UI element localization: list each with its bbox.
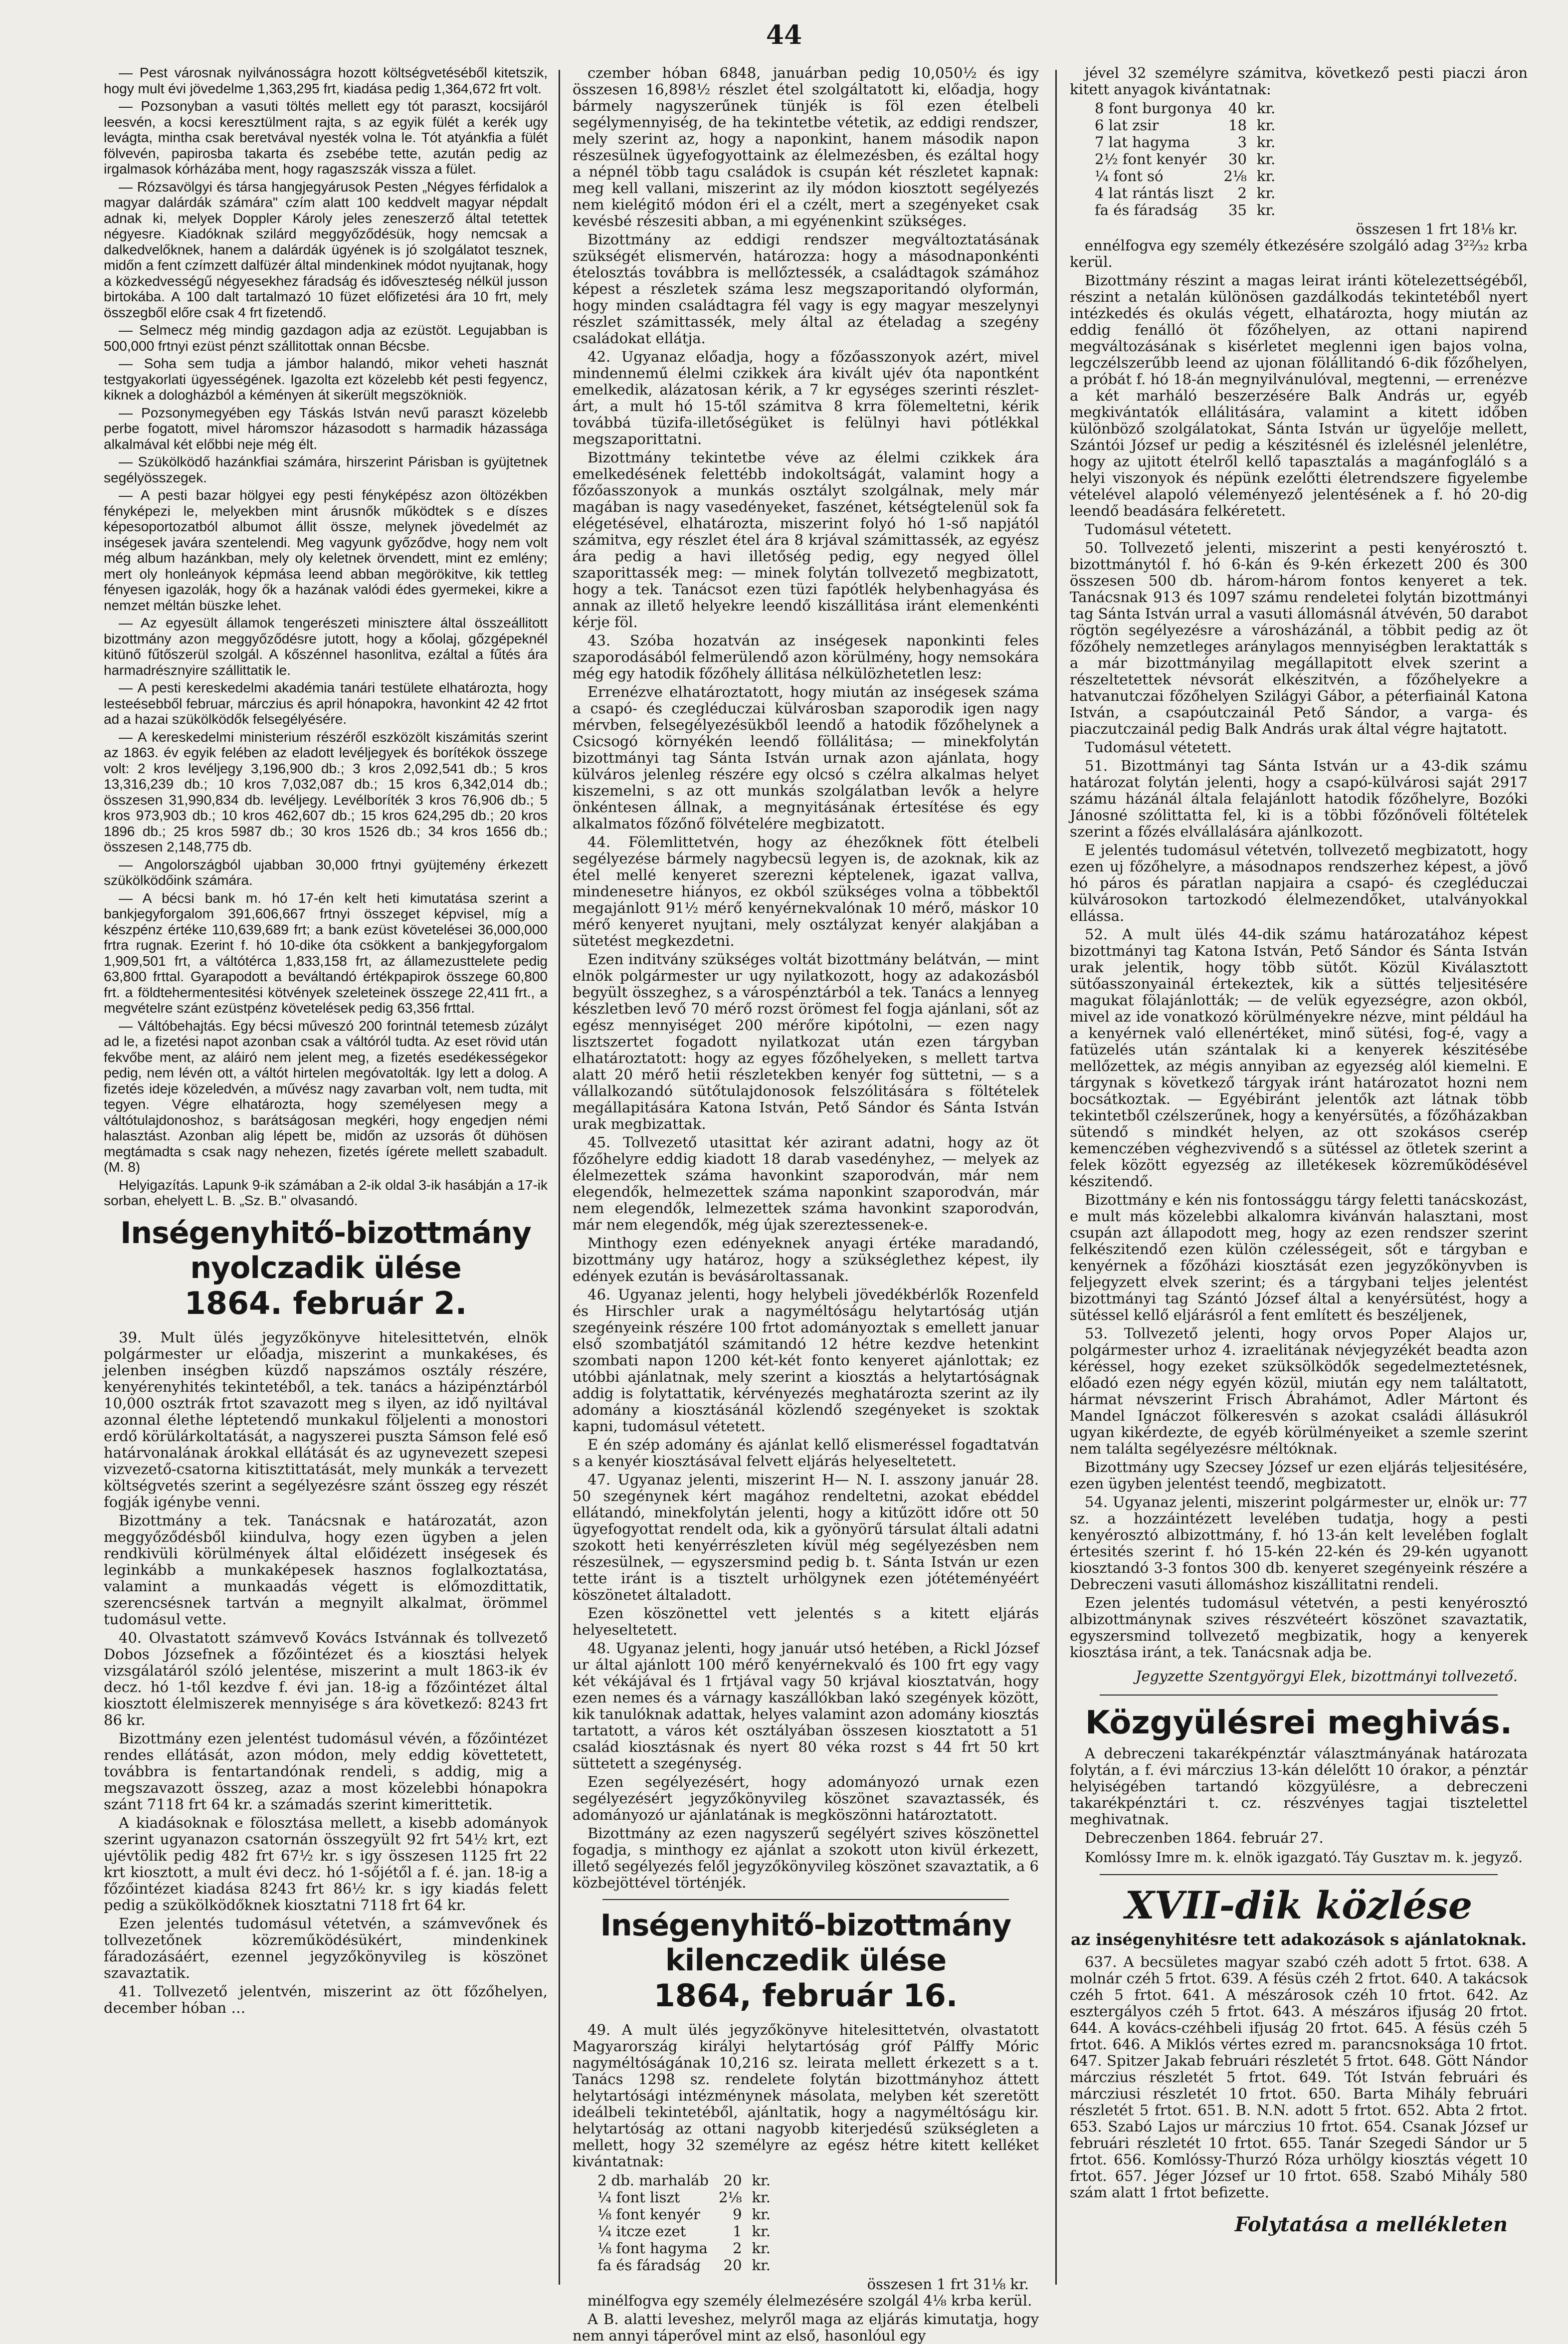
cost-item: 2 db. marhaláb (597, 2172, 709, 2189)
notice-text (1070, 1745, 1528, 1846)
cost-item: ⅛ font kenyér (597, 2206, 700, 2223)
minutes-paragraph: Errenézve elhatároztatott, hogy miután az inségesek száma a csapó- és czegléduczai külvárosban szaporodik igen nagy mérvben, felsegélyezésükből leendő a hatodik főzőhelynek a Csicsogó környékén leendő föllálitása; — minekfolytán bizottmányi tag Sánta István urnak azon ajánlata, hogy külváros jelenleg részére egy olcsó s czélra alkalmas helyet kiszemelni, s az ott munkás szolgálatban levők a helyre önkéntesen állnak, a megnyitásának értesítése és egy alkalmatos főzőnő fölvételére megbizatott. (573, 683, 1039, 832)
minutes-paragraph: 50. Tollvezető jelenti, miszerint a pesti kenyérosztó t. bizottmánytól f. hó 6-kán és 9-kén érkezett 200 és 300 összesen 500 db. három-három fontos kenyeret a tek. Tanácsnak 913 és 1097 számu rendeletei folytán bizottmányi tag Sánta István urral a vasuti állomásnál átvévén, 50 darabot rögtön segélyezésre a városházánál, a többit pedig az öt főzőhely nemzetleges aránylagos mennyiségben leraktatták s a már bizottmányilag megállapitott elvek szerint a részeltetettek névsorát elkészitvén, a főzőhelyekre a hatvanutczai főzőhelyen Szilágyi Gábor, a péterfiainál Katona István, a csapóutczainál Pető Sándor, a varga- és piaczutczainál pedig Balk András urak által végre hajtatott. (1070, 539, 1528, 737)
minutes-paragraph: 43. Szóba hozatván az inségesek naponkinti feles szaporodásából felmerülendő azon körülmény, hogy nemsokára még egy hatodik főzőhely állitása nélkülözhetetlen lesz: (573, 632, 1039, 682)
news-item: — Pest városnak nyilvánosságra hozott költségvetéséből kitetszik, hogy mult évi jövedelme 1,363,295 frt, kiadása pedig 1,364,672 frt volt. (104, 65, 548, 96)
minutes-paragraph: 51. Bizottmányi tag Sánta István ur a 43-dik számu határozat folytán jelenti, hogy a csapó-külvárosi saját 2917 számu házánál általa felajánlott hatodik főzőhelyre, Bozóki Jánosné szólittatta fel, ki is a többi főzőnőveli föltételek szerint a főzés elvállalására ajánlkozott. (1070, 757, 1528, 840)
cost-row (1090, 134, 1280, 151)
news-item: — Pozsonymegyében egy Táskás István nevű paraszt közelebb perbe fogatott, mivel háromszor házasodott s harmadik házassága alkalmával két előbbi neje még élt. (104, 405, 548, 452)
meeting-8-minutes-cont (573, 65, 1039, 1891)
news-item: — Selmecz még mindig gazdagon adja az ezüstöt. Legujabban is 500,000 frtnyi ezüst pénzt szállitottak onnan Bécsbe. (104, 322, 548, 354)
section-divider (1100, 1874, 1498, 1875)
meeting-9-minutes (1070, 237, 1528, 1661)
cost-amount: 2 (1237, 185, 1247, 202)
cost-unit: kr. (1256, 185, 1276, 202)
meeting-8-minutes (104, 1329, 548, 2016)
news-item: — Váltóbehajtás. Egy bécsi műveszó 200 forintnál tetemesb zúzályt ad le, a fizetési napot azonban csak a váltóról tudta. Az eset rövid után fekvőbe ment, az aláiró nem jelent meg, a fizetés esedékességekor pedig, nem lévén ott, a váltót hirtelen megóvatolták. Igy lett a dolog. A fizetés ideje közeledvén, a művész nagy zavarban volt, nem tudta, mit tegyen. Végre elhatározta, hogy személyesen megy a váltótulajdonoshoz, s barátságosan megkéri, hogy engedjen némi halasztást. Azonban alig lépett be, midőn az uzsorás őt dühösen megtámadta s csak nagy nehezen, fizetés ígérete mellett szabadult. (M. 8) (104, 1018, 548, 1175)
minutes-paragraph: Ezen segélyezésért, hogy adományozó urnak ezen segélyezésért jegyzőkönyvileg köszönet szavaztassék, és adományozó ur ajánlatának is megköszönni határoztatott. (573, 1773, 1039, 1823)
minutes-paragraph: Ezen köszönettel vett jelentés s a kitett eljárás helyeseltetett. (573, 1605, 1039, 1638)
cost-item: 4 lat rántás liszt (1095, 185, 1214, 202)
cost-item: 8 font burgonya (1095, 100, 1212, 117)
minutes-paragraph: Bizottmány részint a magas leirat iránti kötelezettségéből, részint a netalán különösen gazdálkodás tekintetéből nyert intézkedés és okulás végett, elhatározta, hogy miután az eddig fenálló öt főzőhelyen, az ottani napirend megváltozásának s kisérletet meglenni igen bajos volna, legczélszerűbb leend az ujonan fölállitandó 6-dik főzőhelyen, a próbát f. hó 18-án megnyilvánulóval, megtenni, — errenézve a két marháló beszerzésére Balk András ur, egyéb megkivántatók ellálitására, valamint a kitett időben különböző szolgálatokat, Sánta István ur ügyelője mellett, Szántói József ur pedig a készitésnél és izlelésnél jelenlétre, hogy az ujitott ételről kellő tapasztalás a magánfogláló s a helyi viszonyok és népünk ezelőtti életrendszere figyelembe vételével alapoló véleményező jelentésének a f. hó 20-dig leendő beadására felkéretett. (1070, 272, 1528, 519)
news-item: — Angolországból ujabban 30,000 frtnyi gyüjtemény érkezett szükölködőink számára. (104, 856, 548, 888)
cost-unit: kr. (1256, 134, 1276, 151)
cost-amount: 3 (1237, 134, 1247, 151)
cost-table-b-intro: jével 32 személyre számitva, következő pesti piaczi áron kitett anyagok kivántatnak: (1070, 64, 1528, 98)
cost-amount: 35 (1228, 202, 1247, 218)
minutes-paragraph: 47. Ugyanaz jelenti, miszerint H— N. I. asszony január 28. 50 szegénynek kért magához rendeltetni, azokat ebéddel ellátandó, minekfolytán jelenti, hogy a kitűzött időre ott 50 ügyefogyottat rendelt oda, kik a gyönyörű társulat általi adatni szokott heti kenyérrészleten kívül még segélyezésben nem részesülnek, — egyszersmind pedig b. t. Sánta István ur ezen tette iránt is a tisztelt urhölgynek ezen jótéteményéért köszönetet általadott. (573, 1471, 1039, 1603)
cost-item: ¼ font só (1095, 168, 1164, 185)
minutes-paragraph: 48. Ugyanaz jelenti, hogy január utsó hetében, a Rickl József ur által ajánlott 100 mérő kenyérnekvaló és 100 frt egy vagy két vékájával és 1 frtjával vagy 50 krjával kiosztatván, hogy ezen nemes és a várnagy kaszállókban lakó szegények között, kik tanulóknak adattak, helyes valamint azon adomány kiosztás tartatott, a város két osztályában összesen kiosztatott a 51 család kiosztásnak és nyert 80 véka rozst s 44 frt 50 krt süttetett a szegénység. (573, 1640, 1039, 1772)
news-item: — A kereskedelmi ministerium részéről eszközölt kiszámitás szerint az 1863. év egyik felében az eladott levéljegyek és borítékok összege volt: 2 kros levéljegy 3,196,900 db.; 3 kros 2,092,541 db.; 5 kros 13,316,239 db.; 10 kros 7,032,087 db.; 15 kros 6,342,014 db.; összesen 31,990,834 db. levéljegy. Levélboríték 3 kros 76,906 db.; 5 kros 973,903 db.; 10 kros 462,607 db.; 15 kros 624,295 db.; 20 kros 1896 db.; 25 kros 5987 db.; 30 kros 1526 db.; 34 kros 1656 db.; összesen 2,148,775 db. (104, 729, 548, 854)
cost-item: fa és fáradság (1095, 202, 1198, 218)
cost-row (592, 2240, 776, 2257)
cost-table-b-sum: összesen 1 frt 18⅛ kr. (1356, 220, 1518, 237)
meeting-9-text (573, 2293, 1039, 2344)
notice-sign-right: Táy Gusztav m. k. jegyző. (1344, 1849, 1523, 1866)
column-rule (1055, 70, 1057, 2285)
minutes-paragraph: 40. Olvastatott számvevő Kovács Istvánnak és tollvezető Dobos Józsefnek a főzőintézet és a kiosztási helyek vizsgálatáról szóló jelentése, miszerint a mult 1863-ik év decz. hó 1-től kezdve f. évi jan. 18-ig a főzőintézet által kiosztott élelmiszerek mennyisége s ára következő: 8243 frt 86 kr. (104, 1629, 548, 1728)
cost-amount: 20 (723, 2257, 742, 2274)
minutes-paragraph: 41. Tollvezető jelentvén, miszerint az ött főzőhelyen, december hóban … (104, 1982, 548, 2016)
minutes-paragraph: A kiadásoknak e fölosztása mellett, a kisebb adományok szerint ugyanazon csatornán összegyült 92 frt 54½ krt, ezt ujévtölik pedig 482 frt 67½ kr. s igy összesen 1125 frt 22 krt kiosztott, a mult évi decz. hó 1-sőjétől a f. é. jan. 18-ig a főzőintézet kiadása 8243 frt 86½ kr. s igy kiadás felett pedig a szükölködőknek kiosztatni 7118 frt 64 kr. (104, 1814, 548, 1914)
minutes-paragraph: 53. Tollvezető jelenti, hogy orvos Poper Alajos ur, polgármester urhoz 4. izraelitának névjegyzékét beadta azon kéréssel, hogy ezeket szüksölködők segedelmeztetésnek, előadó ezen négy egyén közül, miután egy nem találtatott, hármat névszerint Frisch Ábrahámot, Adler Mártont és Mandel Ignáczot fölkeresvén s azokat családi állásukról ugyan kikérdezte, de egyéb körülményeiket a szemle szerint nem találta segélyezésre méltóknak. (1070, 1325, 1528, 1457)
cost-amount: 30 (1228, 151, 1247, 168)
minutes-paragraph: A B. alatti leveshez, melyről maga az eljárás kimutatja, hogy nem annyi táperővel mint az első, hasonlóul egy (573, 2311, 1039, 2344)
headline-date: 1864, február 16. (653, 1977, 958, 2014)
cost-unit: kr. (1256, 168, 1276, 185)
cost-row (592, 2189, 776, 2206)
cost-amount: 18 (1228, 117, 1247, 134)
minutes-paragraph: Ezen inditvány szükséges voltát bizottmány belátván, — mint elnök polgármester ur ugy nyilatkozott, hogy az adakozásból begyült összeghez, s a várospénztárból a tek. Tanács a lennyeg készletben levő 70 mérő rozst örömest fel fogja ajánlani, sőt az egész mennyiséget 200 mérőre kipótolni, — ezen nagy lisztszertet fogadott nyilatkozat után ezen tárgyban elhatároztatott: hogy az egyes főzőhelyeken, s mellett tartva alatt 20 mérő hetii részletekben kenyér fog süttetni, — s a vállalkozandó sütőtulajdonosok felszólitására s föltételek megállapitására Katona István, Pető Sándor és Sánta István urak megbizattak. (573, 951, 1039, 1132)
cost-unit: kr. (752, 2240, 771, 2257)
headline-date: 1864. február 2. (184, 1284, 467, 1321)
cost-table-a (592, 2172, 776, 2274)
section-divider (602, 1899, 1009, 1900)
minutes-paragraph: E én szép adomány és ajánlat kellő elismeréssel fogadtatván s a kenyér kiosztásával felvett eljárás helyeseltetett. (573, 1436, 1039, 1470)
minutes-paragraph: Tudomásul vétetett. (1085, 521, 1232, 538)
minutes-paragraph: Bizottmány ezen jelentést tudomásul vévén, a főzőintézet rendes ellátását, azon módon, mely eddig követtetett, továbbra is fentartandónak rendeli, s addig, mig a megszavazott összeg, azaz a most közelebbi hónapokra szánt 7118 frt 64 kr. a számadás szerint kimerittetik. (104, 1729, 548, 1813)
donations-list: 637. A becsületes magyar szabó czéh adott 5 frtot. 638. A molnár czéh 5 frtot. 639. A fésüs czéh 2 frtot. 640. A takácsok czéh 5 frtot. 641. A mészárosok czéh 10 frtot. 642. Az esztergályos czéh 5 frtot. 643. A mészáros ifjuság 20 frtot. 644. A kovács-czéhbeli ifjuság 20 frtot. 645. A fésüs czéh 5 frtot. 646. A Miklós vértes ezred m. parancsnoksága 10 frtot. 647. Spitzer Jakab februári részletét 5 frtot. 648. Gött Nándor márczius részletét 5 frtot. 649. Tót István februári és márcziusi részletét 10 frtot. 650. Barta Mihály februári részletét 5 frtot. 651. B. N.N. adott 5 frtot. 652. Abta 2 frtot. 653. Szabó Lajos ur márczius 10 frtot. 654. Csanak József ur februári részletét 10 frtot. 655. Tanár Szegedi Sándor ur 5 frtot. 656. Komlóssy-Thurzó Róza urhölgy kiosztás végett 10 frtot. 657. Jéger József ur 10 frtot. 658. Szabó Mihály 580 szám alatt 1 frtot befizette. (1070, 1953, 1528, 2201)
notice-paragraph: A debreczeni takarékpénztár választmányának határozata folytán, a f. évi márczius 13-kán délelőtt 10 órakor, a pénztár helyiségében tartandó közgyülésre, a debreczeni takarékpénztári t. cz. részvényes tagjai tisztelettel meghivatnak. (1070, 1745, 1528, 1828)
cost-unit: kr. (1256, 202, 1276, 218)
minutes-paragraph: Ezen jelentés tudomásul vétetvén, a számvevőnek és tollvezetőnek közreműködésükért, mindenkinek fáradozásáért, ezennel jegyzőkönyvileg is köszönet szavaztatik. (104, 1915, 548, 1981)
cost-unit: kr. (1256, 117, 1276, 134)
minutes-paragraph: 39. Mult ülés jegyzőkönyve hitelesittetvén, elnök polgármester ur előadja, miszerint a munkakéses, és jelenben inségben küzdő napszámos osztály részére, kenyérenyhités tekintetéből, a tek. tanács a házipénztárból 10,000 osztrák frtot szavazott meg s ilyen, az idő nyiltával azonnal élethe léptetendő munkakul följelenti a monostori erdő körülárkoltatását, a nagyszerei puszta Sámson felé eső határvonalának árokkal ellátását és az ugynevezett szepesi vizvezető-csatorna kitisztittatását, mely munkák a tervezett költségvetés szerint a segélyezésre szánt összeg egy részét fogják igénybe venni. (104, 1328, 548, 1510)
meeting-9-intro: 49. A mult ülés jegyzőkönyve hitelesittetvén, olvastatott Magyarország királyi helytartóság gróf Pálffy Móric nagyméltóságának 10,216 sz. leirata mellett érkezett s a t. Tanács 1298 sz. rendelete folytán bizottmányhoz áttett helytartósági intézménynek másolata, melyben két szeretött ideálbeli tekintetéből, ajánltatik, hogy a nagyméltóságu kir. helytartóság az ottani nagyobb kiterjedésű szükségleten a mellett, hogy 32 személyre az egész hétre kitett kelléket kivántatnak: (573, 2021, 1039, 2170)
section-divider (1100, 1695, 1498, 1696)
cost-unit: kr. (1256, 151, 1276, 168)
minutes-paragraph: Bizottmány tekintetbe véve az élelmi czikkek ára emelkedésének felettébb indokoltságát, valamint hogy a főzőasszonyok a munkás osztályt szolgálnak, mely már magában is nagy vasedényeket, faszénet, kétségtelenül sok fa elégetésével, elhatározta, miszerint folyó hó 1-ső napjától számitva, egy részlet étel ára 8 krjával számittassék, az egyész ára pedig a havi illetőség pedig, egy negyed öllel szaporittassék meg: — minek folytán tollvezető megbizatott, hogy a tek. Tanácsot ezen tüzi fapótlék helybenhagyása és annak az illető helyekre leendő kiszállitása iránt elemenkénti kérje föl. (573, 449, 1039, 631)
cost-amount: 2⅛ (718, 2189, 742, 2206)
minutes-paragraph: Bizottmány az ezen nagyszerű segélyért szives köszönettel fogadja, s minthogy ez ajánlat a szokott uton kivül érkezett, illető segélyezés felől jegyzőkönyvileg köszönet szavaztatik, a 6 közbejöttével történjék. (573, 1825, 1039, 1891)
minutes-paragraph: Bizottmány e kén nis fontossággu tárgy feletti tanácskozást, e mult más közelebbi alkalomra kivánván halasztani, most csupán azt állapodott meg, hogy az ezen rendszer szerint felkészitendő ezen külön czélességeit, sőt e tárgyban e kenyérnek a főzőházi kiosztását ezen jegyzőkönyvben is feljegyzett elvek szerint; és a tárgybani teljes jelentést bizottmányi tag Szántó József által a kenyérsütést, hogy a sütéssel kellő eljárásról a fent említett és beszéljenek, (1070, 1191, 1528, 1323)
news-item: — Szükölködő hazánkfiai számára, hirszerint Párisban is gyüjtetnek segélyösszegek. (104, 454, 548, 485)
donations-subtitle: az inségenyhitésre tett adakozások s ajánlatoknak. (1070, 1930, 1527, 1949)
cost-unit: kr. (1256, 100, 1276, 117)
cost-item: 7 lat hagyma (1095, 134, 1190, 151)
headline-title: Inségenyhitő-bizottmány nyolczadik ülése (120, 1215, 531, 1285)
minutes-paragraph: minélfogva egy személy élelmezésére szolgál 4⅛ krba kerül. (588, 2292, 1032, 2309)
cost-item: ¼ itcze ezet (597, 2223, 686, 2240)
minutes-paragraph: 42. Ugyanaz előadja, hogy a főzőasszonyok azért, mivel mindennemű élelmi czikkek ára kivált ujév óta napontként emelkedik, alázatosan kérik, a 7 kr egységes szerinti részlet-árt, a mult hó 15-től számitva 8 krra fölemeltetni, kérik továbbá tüzifa-illetőségüket is felülnyi havi pótlékkal megszaporittatni. (573, 348, 1039, 447)
minutes-paragraph: 45. Tollvezető utasittat kér azirant adatni, hogy az öt főzőhelyre eddig kiadott 18 darab vasedényhez, — melyek az élelmezettek száma havonkint szaporodván, már nem elegendők, helmezettek száma naponkint szaporodván, már nem elegendők, lelmezettek száma havonkint szaporodván, már nem elegendők, még újak szereztessenek-e. (573, 1134, 1039, 1233)
cost-item: ¼ font liszt (597, 2189, 680, 2206)
cost-row (1090, 185, 1280, 202)
news-item: — A bécsi bank m. hó 17-én kelt heti kimutatása szerint a bankjegyforgalom 391,606,667 frtnyi összeget képvisel, míg a készpénz értéke 110,639,689 frt; a bank ezüst követelései 36,000,000 frtra rugnak. Ezerint f. hó 10-dike óta csökkent a bankjegyforgalom 1,909,501 frt, a váltótérca 1,833,158 frt, az államezusttelete pedig 63,800 frttal. Gyarapodott a beváltandó értékpapirok összege 60,800 frt. a földtehermentesitési kötvények szeleteinek összege 22,411 frt., a megvételre szánt ezüstpénz követelések pedig 63,356 frttal. (104, 890, 548, 1016)
column-1 (104, 65, 548, 2285)
cost-amount: 9 (733, 2206, 742, 2223)
minutes-paragraph: 52. A mult ülés 44-dik számu határozatához képest bizottmányi tag Katona István, Pető Sándor és Sánta István urak jelentik, hogy több sütőt. Közül Kiválasztott sütőasszonyainál értekeztek, kik a süttés teljesitésére magukat fölajánlották; — de velük egyezségre, azon okból, mivel az ide vonatkozó körülményekre nézve, mint például ha a kenyérnek való ellenértéket, minő sütési, fog-é, vagy a fatüzelés után szántalak ki a kenyerek készitésébe mellőzettek, az mégis annyiban az egyezség alól kiemelni. E tárgynak s következő tárgyak iránt határozatot hozni nem bocsátkoztak. — Egyébiránt jelentők azt látnak több tekintetből czélszerűnek, hogy a kenyérsütés, a főzőházakban sütendő s mindkét helyen, az ott szokásos cserép kemenczében véghezvivendő s a sütéssel az ötletek szerint a felek között egyezség az illetékesek közreműködésével készitendő. (1070, 926, 1528, 1190)
page-number: 44 (766, 20, 802, 50)
cost-item: ⅛ font hagyma (597, 2240, 708, 2257)
meeting-9-headline (573, 1908, 1039, 2014)
headline-title: Inségenyhitő-bizottmány kilenczedik ülése (600, 1908, 1011, 1978)
cost-item: 6 lat zsir (1095, 117, 1159, 134)
cost-row (592, 2172, 776, 2189)
news-item: — A pesti bazar hölgyei egy pesti fényképész azon öltözékben fényképezi le, melyekben mint árusnők működtek s e díszes képesoportozatból albumot állit össze, melynek jövedelmét az inségesek javára szentelendi. Meg vagyunk győződve, hogy nem volt még album hazánkban, mely oly keletnek örvendett, mint ez emlény; mert oly honleányok képmása leend abban megörökitve, kik tettleg fényesen igazolák, hogy ők a hazának valódi édes gyermekei, kikre a nemzet méltán büszke lehet. (104, 487, 548, 613)
donations-title: XVII-dik közlése (1125, 1883, 1473, 1927)
cost-amount: 1 (733, 2223, 742, 2240)
cost-row (1090, 117, 1280, 134)
cost-unit: kr. (752, 2172, 771, 2189)
cost-row (1090, 168, 1280, 185)
notice-title: Közgyülésrei meghivás. (1085, 1705, 1513, 1741)
cost-amount: 2 (733, 2240, 742, 2257)
cost-amount: 40 (1228, 100, 1247, 117)
minutes-paragraph: Ezen jelentés tudomásul vétetvén, a pesti kenyérosztó albizottmánynak szives részvéteért köszönet szavaztatik, egyszersmind tollvezető megbizatik, hogy a kenyerek kiosztása iránt, a tek. Tanácsnak adja be. (1070, 1594, 1528, 1661)
cost-item: 2½ font kenyér (1095, 151, 1207, 168)
cost-unit: kr. (752, 2189, 771, 2206)
minutes-paragraph: Bizottmány a tek. Tanácsnak e határozatát, azon meggyőződésből kiindulva, hogy ezen ügyben a jelen rendkivüli körülmények által előidézett inségesek és leginkább a munkaképesek hasznos foglalkoztatása, valamint a munkaadás végett is előmozdittatik, szerencsésnek tartván a megnyilt alkalmat, örömmel tudomásul vette. (104, 1511, 548, 1628)
column-rule (559, 70, 560, 2285)
minutes-paragraph: Bizottmány ugy Szecsey József ur ezen eljárás teljesitésére, ezen ügyben jelentést teendő, megbizatott. (1070, 1459, 1528, 1492)
notice-paragraph: Debreczenben 1864. február 27. (1085, 1829, 1324, 1846)
cost-row (592, 2206, 776, 2223)
news-item: — Az egyesült államok tengerészeti minisztere által összeállitott bizottmány azon meggyőződésre jutott, hogy a kőolaj, gőzgépeknél kitünő fűtőszerül szolgál. A kőszénnel hasonlitva, ezáltal a fűtés ára harmadrésznyire szállittatik le. (104, 615, 548, 678)
notice-signatures (1085, 1849, 1523, 1866)
cost-table-a-sum: összesen 1 frt 31⅛ kr. (867, 2276, 1029, 2293)
cost-amount: 2⅛ (1223, 168, 1247, 185)
news-items (104, 65, 548, 1209)
cost-row (1090, 151, 1280, 168)
news-item: — Soha sem tudja a jámbor halandó, mikor veheti hasznát testgyakorlati ügyességének. Igazolta ezt közelebb két pesti fegyencz, kiknek a dologházból a kéményen át sikerült megszökniök. (104, 356, 548, 403)
minutes-paragraph: 46. Ugyanaz jelenti, hogy helybeli jövedékbérlők Rozenfeld és Hirschler urak a nagyméltóságu helytartóság utján szegényeink részére 100 frtot adományoztak s emellett januar első szombatjától számitandó 12 hétre kezdve hetenkint szombati napon 1200 két-két fonto kenyeret ajánlottak; ez utóbbi ajánlatnak, mely szerint a kiosztás a helytartóságnak addig is folytattatik, kérvényezés meghatározta szerint az ily adomány a kiosztásánál közlendő szegényeket is szoktak kapni, tudomásul vétetett. (573, 1286, 1039, 1435)
continuation-note: Folytatása a mellékleten (1234, 2213, 1508, 2236)
news-item: — Rózsavölgyi és társa hangjegyárusok Pesten „Négyes férfidalok a magyar dalárdák számára" czím alatt 100 keddvelt magyar népdalt adnak ki, melyek Doppler Károly jeles zeneszerző által tetettek négyesre. Kiadóknak szilárd meggyőződésük, hogy nemcsak a dalkedvelőknek, hanem a dalárdák ügyének is jó szolgálatot tesznek, midőn a fent czímzett dalfüzér által mindenkinek módot nyujtanak, hogy a közkedvességű négyesekhez fáradság és időveszteség nélkül jusson birtokába. A 100 dalt tartalmazó 10 füzet előfizetési ára 10 frt, mely összegből előre csak 4 frt fizetendő. (104, 179, 548, 320)
minutes-paragraph: E jelentés tudomásul vétetvén, tollvezető megbizatott, hogy ezen uj főzőhelyre, a másodnapos rendszerhez képest, a jövő hó páros és páratlan napjaira a csapó- és czegléduczai külvárosokon tartozkodó élelmezendőket, utalványokkal ellássa. (1070, 842, 1528, 924)
minutes-paragraph: Tudomásul vétetett. (1085, 739, 1232, 756)
minutes-paragraph: Bizottmány az eddigi rendszer megváltoztatásának szükségét elismervén, határozza: hogy a másodnaponkénti ételosztás továbbra is mellőztessék, a családtagok számához képest a részletek száma lesz megszaporitandó olyformán, hogy minden családtagra fél vagy is egy magyar meszelynyi részlet számittassék, mely által az ételadag a szegény családokat ellátja. (573, 231, 1039, 347)
cost-unit: kr. (752, 2257, 771, 2274)
cost-item: fa és fáradság (597, 2257, 701, 2274)
cost-unit: kr. (752, 2223, 771, 2240)
cost-row (1090, 202, 1280, 218)
minutes-paragraph: ennélfogva egy személy étkezésére szolgáló adag 3²²⁄₃₂ krba kerül. (1070, 237, 1528, 270)
cost-table-b (1090, 100, 1280, 218)
cost-row (1090, 100, 1280, 117)
column-3 (1070, 65, 1528, 2285)
meeting-8-headline (104, 1216, 548, 1321)
minutes-paragraph: 44. Fölemlittetvén, hogy az éhezőknek fött ételbeli segélyezése bármely nagybecsü legyen is, de azoknak, kik az étel mellé kenyeret szerezni képtelenek, igazat vallva, mindenesetre hiányos, ez okból szükséges volna a többektől megajánlott 91½ mérő kenyérnekvalónak 10 mérő, máskor 10 mérő kenyeret nyujtani, mely osztályzat kenyér alakjában a sütetést megkezdetni. (573, 834, 1039, 949)
news-item: — A pesti kereskedelmi akadémia tanári testülete elhatározta, hogy lesteésebből februar, márczius és april hónapokra, havonkint 42 42 frtot ad a hazai szükölködők felsegélyésére. (104, 680, 548, 727)
minutes-paragraph: 54. Ugyanaz jelenti, miszerint polgármester ur, elnök ur: 77 sz. a hozzáintézett levelében tudatja, hogy a pesti kenyérosztó albizottmány, f. hó 13-án kelt levelében foglalt értesités szerint f. hó 15-kén 22-kén és 29-kén ugyanott kiosztandó 3-3 fontos 300 db. kenyeret szegényeink részére a Debreczeni vasuti állomáshoz kiszállitatni rendeli. (1070, 1493, 1528, 1593)
signature: Jegyzette Szentgyörgyi Elek, bizottmányi tollvezető. (1135, 1668, 1518, 1685)
cost-row (592, 2257, 776, 2274)
minutes-paragraph: czember hóban 6848, januárban pedig 10,050½ és igy összesen 16,898½ részlet étel szolgáltatott ki, előadja, hogy bármely nagyszerűnek tünjék is föl ezen ételbeli segélymennyiség, de ha tekintetbe vétetik, az eddigi rendszer, mely szerint az, hogy a naponkint, hanem második napon részesülnek ügyefogyottaink az élelmezésben, és ezáltal hogy a népnél több tagu családok is csupán két részletet kapnak: meg kell vallani, miszerint az ily módon kiosztott segélyezés nem kielégitő módon éri el a czélt, mert a szegényeket csak kevésbé részesiti abban, a mi egyénenkint szükséges. (573, 64, 1039, 229)
notice-sign-left: Komlóssy Imre m. k. elnök igazgató. (1085, 1849, 1342, 1866)
cost-row (592, 2223, 776, 2240)
minutes-paragraph: Minthogy ezen edényeknek anyagi értéke maradandó, bizottmány ugy határoz, hogy a szükséglethez képest, ily edények ezután is bevásároltassanak. (573, 1235, 1039, 1284)
news-item: — Pozsonyban a vasuti töltés mellett egy tót paraszt, kocsijáról leesvén, a kocsi keresztülment rajta, s az egyik fülét a kerék ugy levágta, mintha csak beretvával nyesték volna le. Tót atyánkfia a fülét fölvevén, papirosba takarta és zsebébe tette, azután pedig az irgalmasok kórházába ment, hogy ragaszszák vissza a fület. (104, 98, 548, 177)
cost-amount: 20 (723, 2172, 742, 2189)
news-item: Helyigazítás. Lapunk 9-ik számában a 2-ik oldal 3-ik hasábján a 17-ik sorban, ehelyett L. B. „Sz. B." olvasandó. (104, 1177, 548, 1208)
cost-unit: kr. (752, 2206, 771, 2223)
column-2 (573, 64, 1039, 2344)
